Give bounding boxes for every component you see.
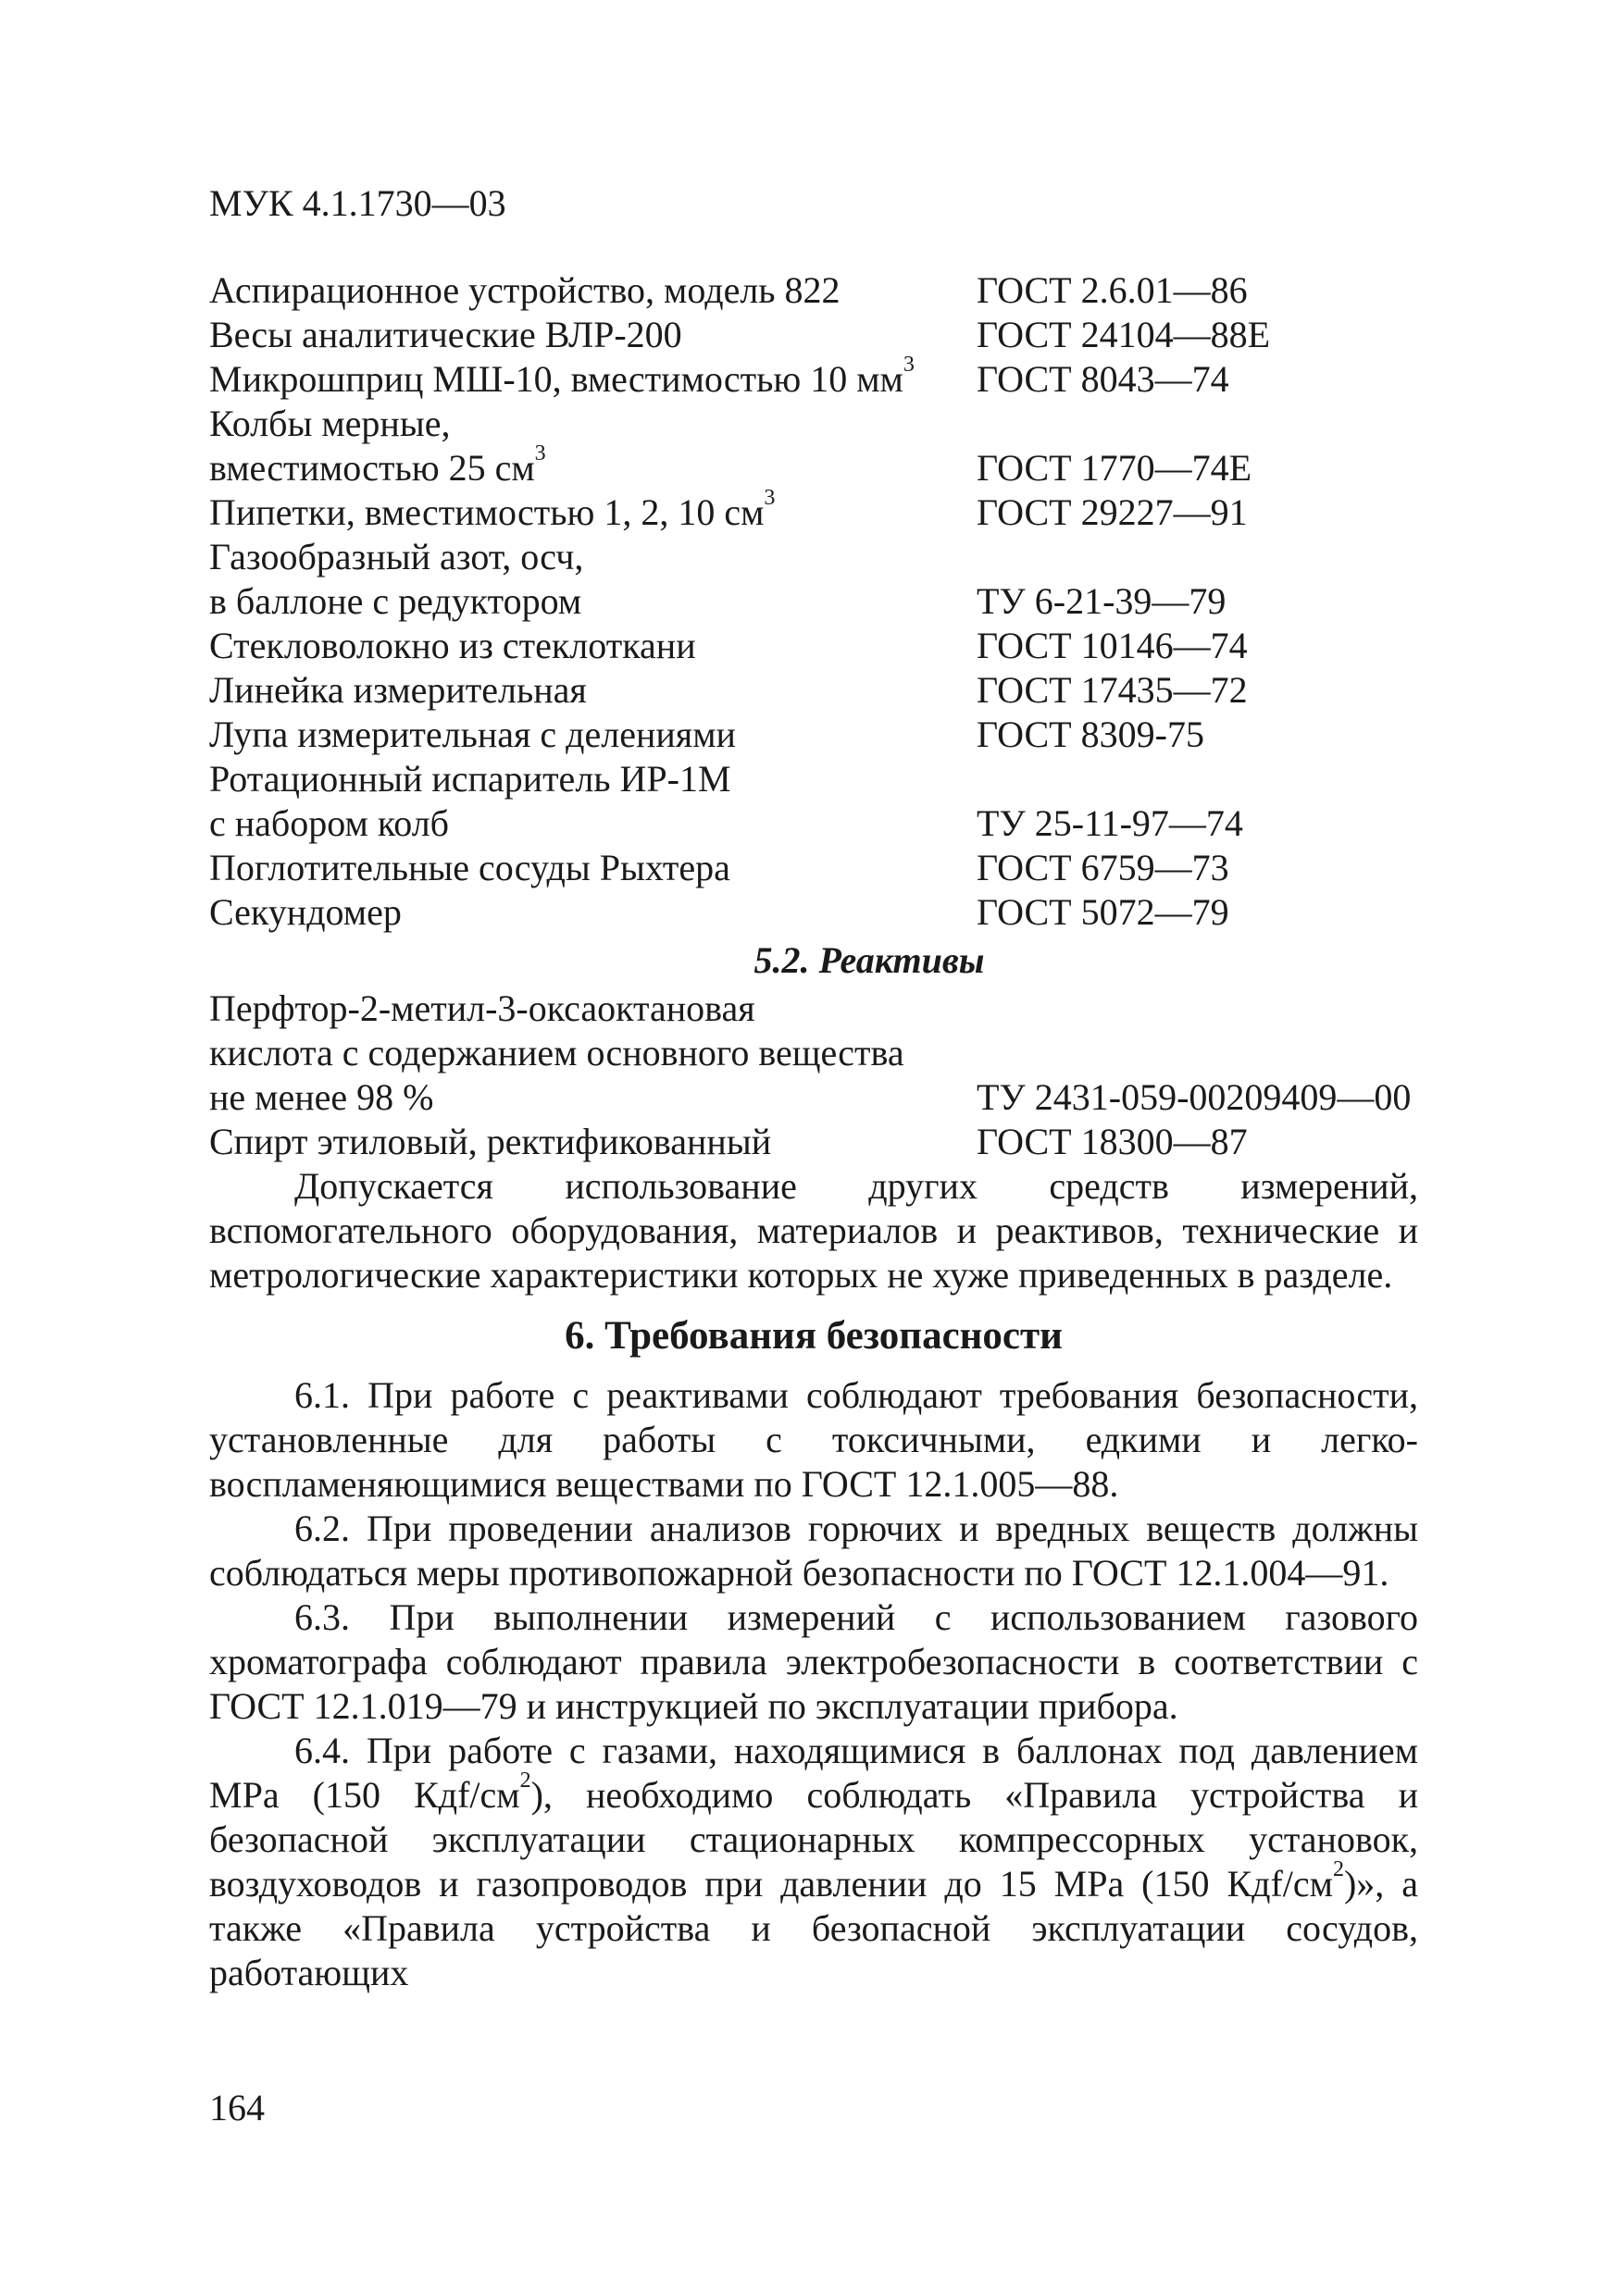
- equipment-standard: ГОСТ 8043—74: [977, 358, 1229, 400]
- equipment-name: с набором колб: [209, 802, 450, 844]
- reagent-name: Перфтор-2-метил-3-оксаоктановая: [209, 987, 755, 1029]
- equipment-name: Поглотительные сосуды Рыхтера: [209, 847, 730, 888]
- list-item: [209, 801, 1418, 846]
- superscript: 2: [1332, 1857, 1344, 1881]
- paragraph-6-1: 6.1. При работе с реактивами соблюдают требования безопасности, установленные для работы с токсичными, едкими и легко-воспламеняющимися веществами по ГОСТ 12.1.005—88.: [209, 1374, 1418, 1505]
- list-item: [209, 486, 1418, 535]
- reagents-heading: 5.2. Реактивы: [753, 939, 985, 981]
- equipment-name: в баллоне с редуктором: [209, 580, 582, 622]
- superscript: 3: [903, 353, 915, 377]
- list-item: [209, 1075, 1418, 1120]
- superscript: 3: [764, 486, 776, 510]
- list-item: [209, 987, 1418, 1031]
- reagent-name: Спирт этиловый, ректификованный: [209, 1121, 772, 1162]
- equipment-standard: ГОСТ 1770—74Е: [977, 447, 1252, 489]
- page-content: [209, 268, 1418, 1995]
- list-item: [209, 1031, 1418, 1075]
- equipment-standard: ГОСТ 2.6.01—86: [977, 269, 1248, 311]
- list-item: [209, 535, 1418, 579]
- reagent-standard: ТУ 2431-059-00209409—00: [977, 1076, 1412, 1118]
- equipment-name: Лупа измерительная с делениями: [209, 714, 736, 755]
- page-number: 164: [209, 2087, 265, 2128]
- superscript: 3: [534, 441, 546, 465]
- list-item: [209, 579, 1418, 624]
- equipment-name: Секундомер: [209, 891, 402, 933]
- list-item: [209, 353, 1418, 402]
- list-item: [209, 402, 1418, 446]
- equipment-name: Пипетки, вместимостью 1, 2, 10 $см^3$: [209, 486, 776, 533]
- paragraph-6-3: 6.3. При выполнении измерений с использованием газового хроматографа соблюдают правила электробезопасности в соответствии с ГОСТ 12.1.019—79 и инструкцией по эксплуатации прибора.: [209, 1596, 1418, 1727]
- paragraph-6-2: 6.2. При проведении анализов горючих и вредных веществ должны соблюдаться меры противопожарной безопасности по ГОСТ 12.1.004—91.: [209, 1508, 1418, 1594]
- page-header-doc-code: МУК 4.1.1730—03: [209, 182, 506, 224]
- equipment-standard: ГОСТ 29227—91: [977, 491, 1248, 533]
- equipment-standard: ГОСТ 24104—88Е: [977, 314, 1271, 355]
- reagent-name: не менее 98 %: [209, 1076, 434, 1118]
- equipment-standard: ТУ 25-11-97—74: [977, 802, 1243, 844]
- equipment-standard: ТУ 6-21-39—79: [977, 580, 1227, 622]
- section-title: 6. Требования безопасности: [565, 1314, 1063, 1358]
- equipment-name: Ротационный испаритель ИР-1М: [209, 758, 731, 800]
- list-item: [209, 668, 1418, 713]
- equipment-list: [209, 268, 1418, 935]
- equipment-name: Газообразный азот, осч,: [209, 536, 584, 577]
- list-item: [209, 624, 1418, 668]
- equipment-standard: ГОСТ 8309-75: [977, 714, 1204, 755]
- list-item: [209, 713, 1418, 757]
- list-item: [209, 268, 1418, 313]
- equipment-name: Колбы мерные,: [209, 403, 451, 444]
- list-item: [209, 313, 1418, 357]
- allowance-paragraph: Допускается использование других средств измерений, вспомогательного оборудования, материалов и реактивов, технические и метрологические характеристики которых не хуже приведенных в разделе.: [209, 1165, 1418, 1296]
- list-item: [209, 441, 1418, 490]
- reagents-list: [209, 987, 1418, 1164]
- paragraph-6-4: 6.4. При работе с газами, находящимися в баллонах под давлением МРа (150 Кдf/$см^2$), необходимо соблюдать «Правила устройства и безопасной эксплуатации стационарных компрессорных установок, воздуховодов и газопроводов при давлении до 15 МРа (150 Кдf/$см^2$)», а также «Правила устройства и безопасной эксплуатации сосудов, работающих: [209, 1730, 1419, 1993]
- equipment-name: вместимостью 25 $см^3$: [209, 441, 546, 489]
- equipment-name: Стекловолокно из стеклоткани: [209, 625, 696, 666]
- list-item: [209, 846, 1418, 890]
- equipment-name: Весы аналитические ВЛР-200: [209, 314, 682, 355]
- equipment-name: Аспирационное устройство, модель 822: [209, 269, 841, 311]
- equipment-standard: ГОСТ 5072—79: [977, 891, 1229, 933]
- list-item: [209, 757, 1418, 801]
- equipment-standard: ГОСТ 10146—74: [977, 625, 1248, 666]
- superscript: 2: [519, 1769, 531, 1793]
- reagent-name: кислота с содержанием основного вещества: [209, 1032, 904, 1074]
- reagent-standard: ГОСТ 18300—87: [977, 1121, 1248, 1162]
- equipment-standard: ГОСТ 6759—73: [977, 847, 1229, 888]
- equipment-standard: ГОСТ 17435—72: [977, 669, 1248, 711]
- list-item: [209, 890, 1418, 935]
- equipment-name: Линейка измерительная: [209, 669, 587, 711]
- equipment-name: Микрошприц МШ-10, вместимостью 10 $мм^3$: [209, 353, 915, 400]
- list-item: [209, 1120, 1418, 1164]
